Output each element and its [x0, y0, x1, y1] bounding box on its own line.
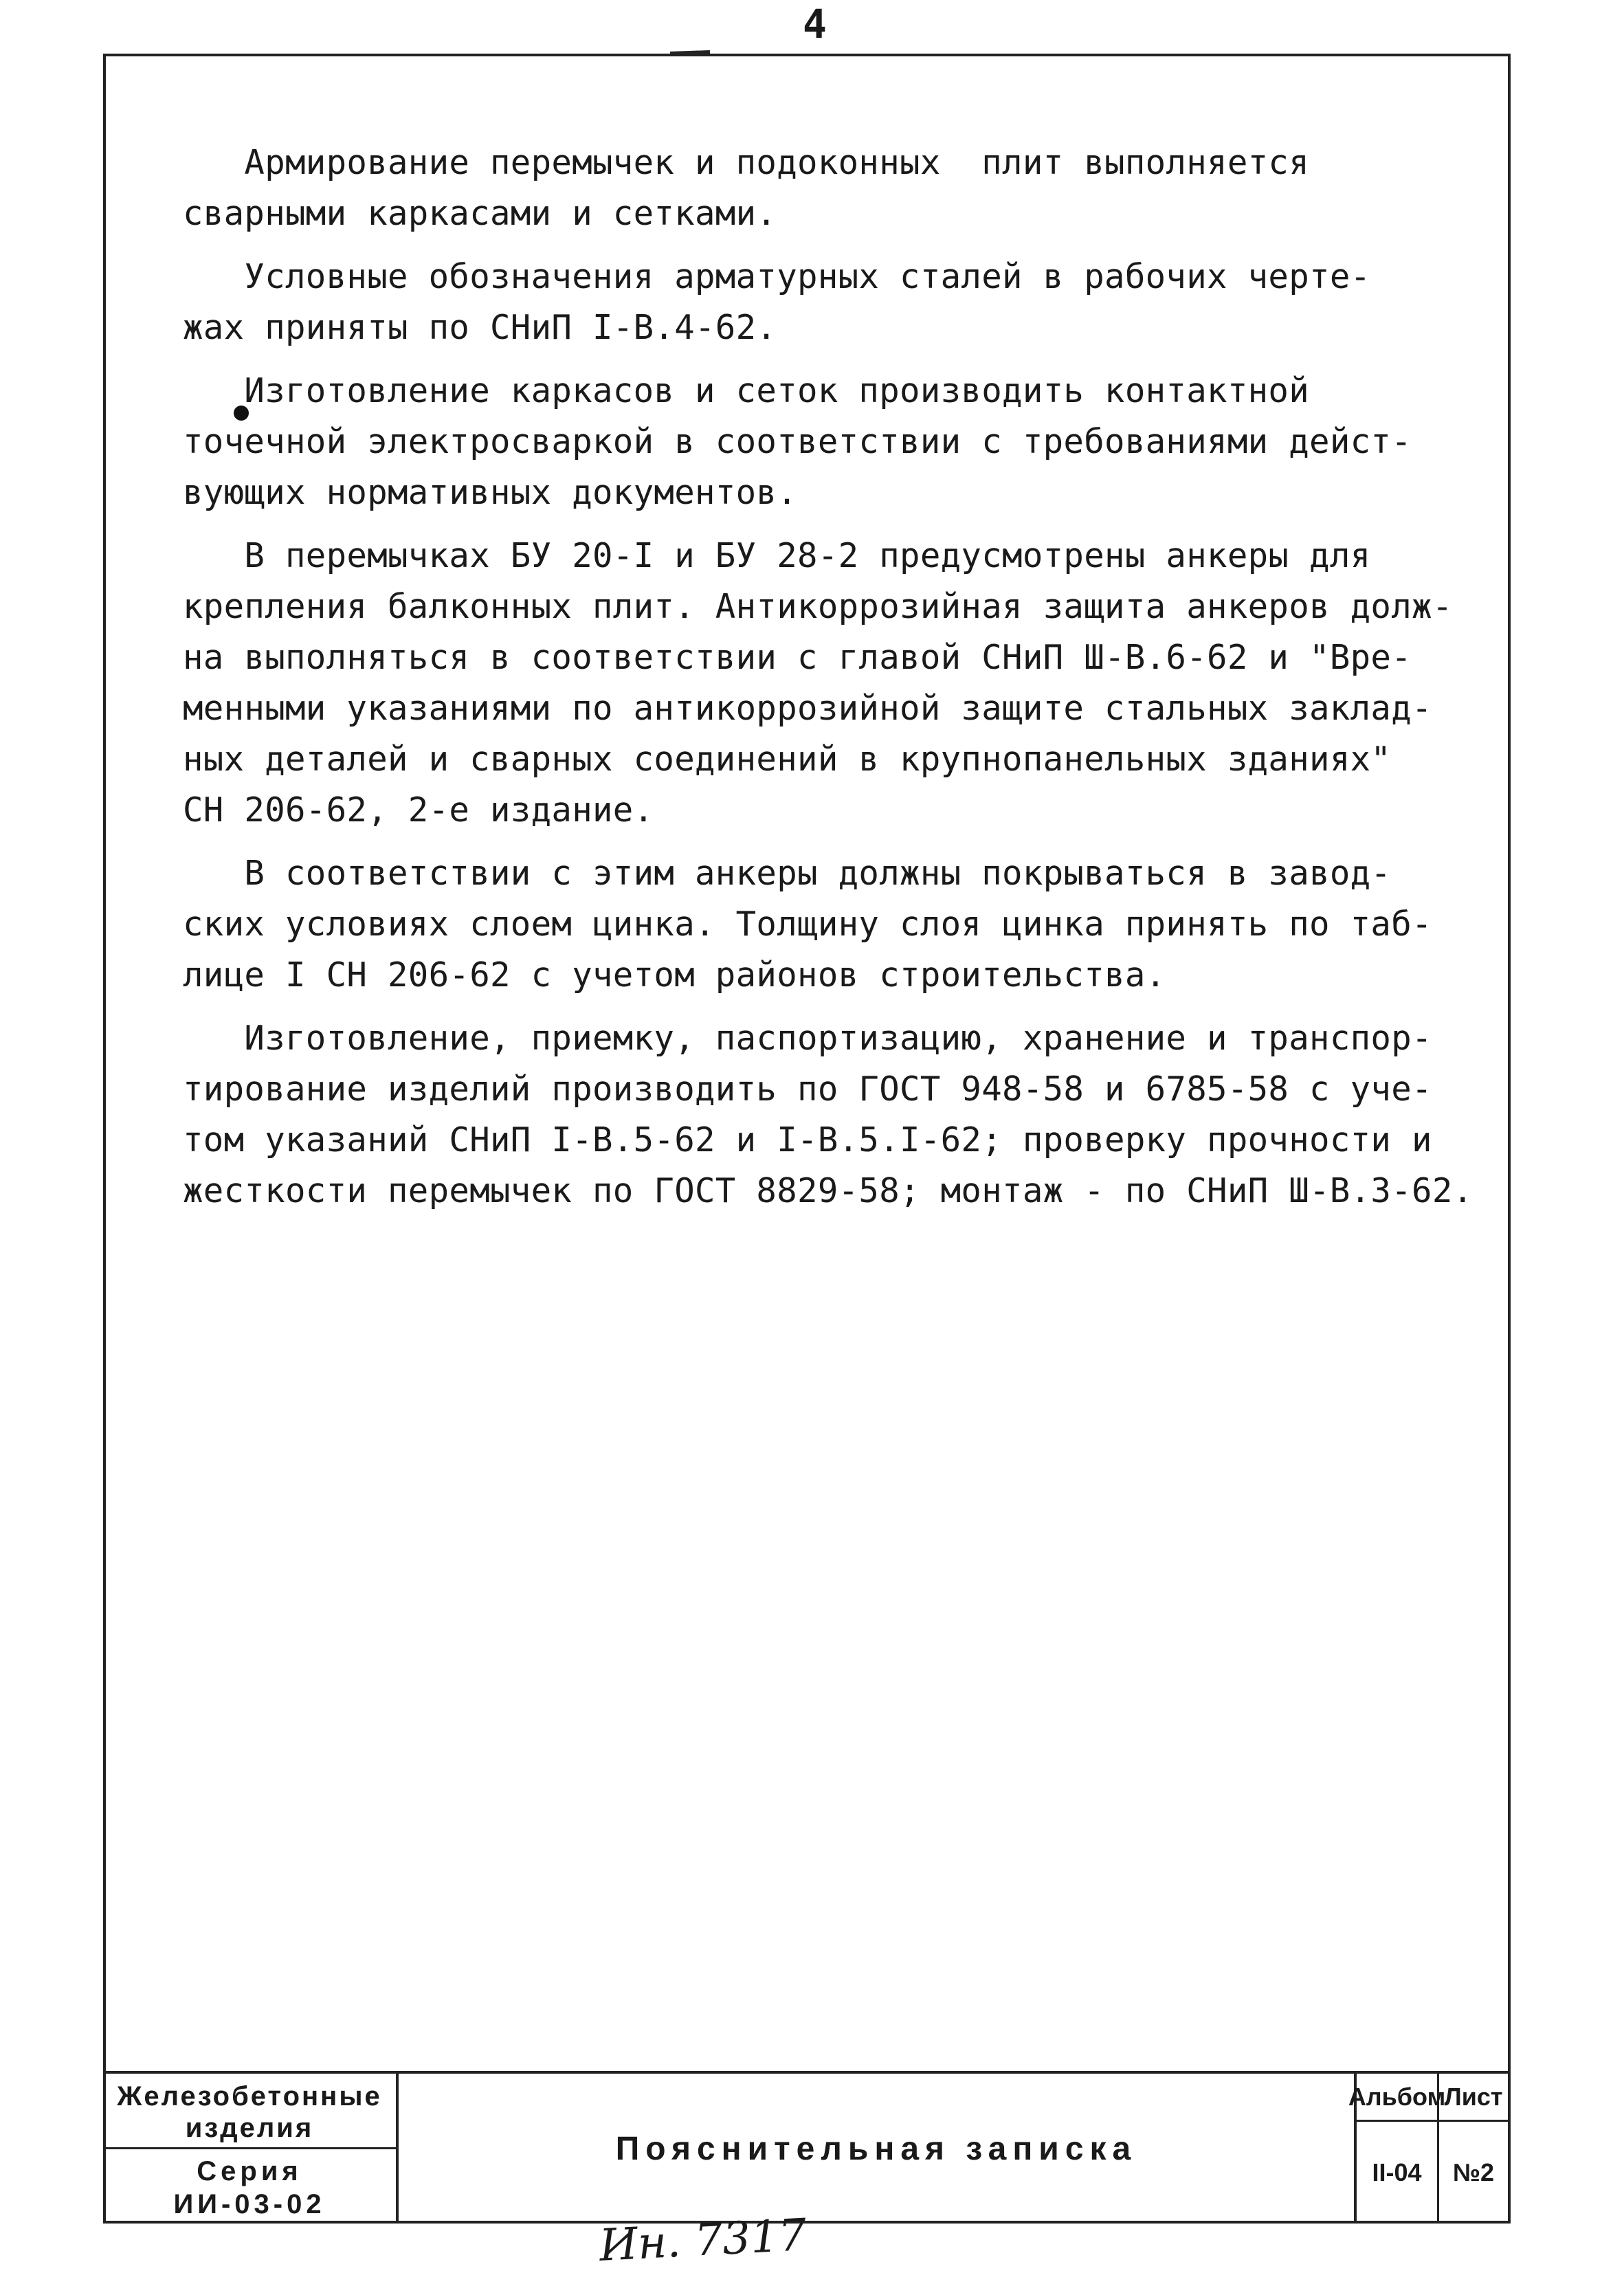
- text-line: Изготовление, приемку, паспортизацию, хранение и транспор-: [183, 1019, 1432, 1058]
- title-block: [103, 2071, 1511, 2224]
- paragraph: [183, 848, 1502, 1001]
- album-value: II-04: [1357, 2122, 1439, 2224]
- text-line: вующих нормативных документов.: [183, 473, 798, 512]
- title-block-left: [103, 2074, 399, 2224]
- text-line: жах приняты по СНиП I-В.4-62.: [183, 308, 777, 347]
- text-line: Армирование перемычек и подоконных плит выполняется: [183, 143, 1310, 182]
- text-line: ных деталей и сварных соединений в крупнопанельных зданиях": [183, 740, 1392, 779]
- text-line: В соответствии с этим анкеры должны покрываться в завод-: [183, 854, 1392, 893]
- text-line: сварными каркасами и сетками.: [183, 194, 777, 233]
- text-line: крепления балконных плит. Антикоррозийная защита анкеров долж-: [183, 587, 1453, 626]
- text-line: на выполняться в соответствии с главой СНиП Ш-В.6-62 и "Вре-: [183, 638, 1412, 677]
- text-line: Условные обозначения арматурных сталей в рабочих черте-: [183, 257, 1371, 296]
- text-line: лице I СН 206-62 с учетом районов строительства.: [183, 955, 1166, 995]
- text-line: том указаний СНиП I-В.5-62 и I-В.5.I-62; проверку прочности и: [183, 1120, 1432, 1160]
- text-line: Изготовление каркасов и сеток производить контактной: [183, 371, 1310, 410]
- explanatory-text: [183, 137, 1502, 1229]
- paragraph: [183, 531, 1502, 836]
- text-line: ских условиях слоем цинка. Толщину слоя цинка принять по таб-: [183, 905, 1432, 944]
- sheet-header: Лист: [1439, 2074, 1508, 2122]
- product-group-line2: изделия: [185, 2113, 314, 2143]
- text-line: СН 206-62, 2-е издание.: [183, 790, 654, 830]
- paragraph: [183, 366, 1502, 518]
- document-title: Пояснительная записка: [615, 2130, 1137, 2167]
- inventory-number: Ин. 7317: [598, 2210, 808, 2272]
- product-group-line1: Железобетонные: [117, 2081, 382, 2111]
- text-line: тирование изделий производить по ГОСТ 948-58 и 6785-58 с уче-: [183, 1069, 1432, 1109]
- album-header: Альбом: [1357, 2074, 1439, 2122]
- text-line: точечной электросваркой в соответствии с требованиями дейст-: [183, 422, 1412, 461]
- series-code: ИИ-03-02: [173, 2189, 326, 2219]
- sheet-value: №2: [1452, 2158, 1495, 2186]
- text-line: В перемычках БУ 20-I и БУ 28-2 предусмотрены анкеры для: [183, 536, 1371, 575]
- product-group: [103, 2074, 396, 2149]
- paragraph: [183, 137, 1502, 239]
- series-info: [103, 2149, 396, 2224]
- page-number: 4: [803, 1, 827, 47]
- text-line: жесткости перемычек по ГОСТ 8829-58; монтаж - по СНиП Ш-В.3-62.: [183, 1171, 1473, 1210]
- series-label: Серия: [197, 2156, 302, 2186]
- title-block-right: [1348, 2074, 1508, 2224]
- paragraph: [183, 252, 1502, 353]
- text-line: менными указаниями по антикоррозийной защите стальных заклад-: [183, 689, 1432, 728]
- paragraph: [183, 1013, 1502, 1217]
